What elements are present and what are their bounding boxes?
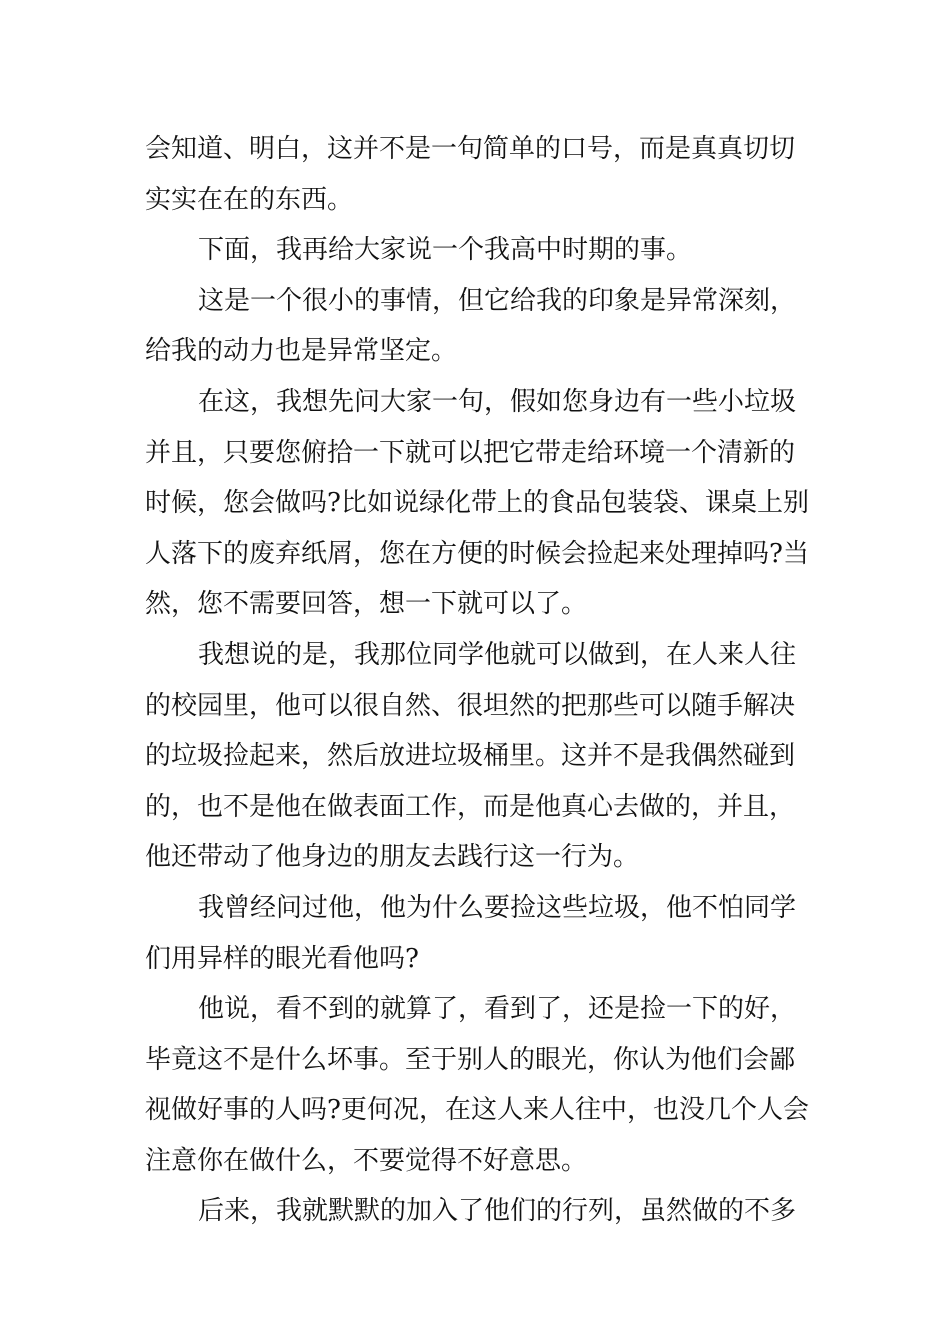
document-body bbox=[145, 124, 809, 1237]
text-line: 的垃圾捡起来，然后放进垃圾桶里。这并不是我偶然碰到 bbox=[145, 741, 796, 772]
text-line: 他还带动了他身边的朋友去践行这一行为。 bbox=[145, 842, 640, 873]
text-line: 人落下的废弃纸屑，您在方便的时候会捡起来处理掉吗?当 bbox=[145, 538, 809, 569]
text-line: 们用异样的眼光看他吗? bbox=[145, 943, 419, 974]
text-line: 后来，我就默默的加入了他们的行列，虽然做的不多 bbox=[198, 1196, 797, 1227]
text-line: 下面，我再给大家说一个我高中时期的事。 bbox=[198, 235, 693, 266]
text-line: 我曾经问过他，他为什么要捡这些垃圾，他不怕同学 bbox=[198, 892, 797, 923]
text-line: 他说，看不到的就算了，看到了，还是捡一下的好， bbox=[198, 994, 797, 1025]
text-line: 我想说的是，我那位同学他就可以做到，在人来人往 bbox=[198, 639, 797, 670]
text-line: 注意你在做什么，不要觉得不好意思。 bbox=[145, 1145, 588, 1176]
text-line: 实实在在的东西。 bbox=[145, 184, 354, 215]
text-line: 并且，只要您俯拾一下就可以把它带走给环境一个清新的 bbox=[145, 437, 796, 468]
text-line: 毕竟这不是什么坏事。至于别人的眼光，你认为他们会鄙 bbox=[145, 1044, 796, 1075]
text-line: 给我的动力也是异常坚定。 bbox=[145, 336, 458, 367]
text-line: 在这，我想先问大家一句，假如您身边有一些小垃圾 bbox=[198, 386, 797, 417]
text-line: 的校园里，他可以很自然、很坦然的把那些可以随手解决 bbox=[145, 690, 796, 721]
text-line: 视做好事的人吗?更何况，在这人来人往中，也没几个人会 bbox=[145, 1095, 809, 1126]
text-line: 会知道、明白，这并不是一句简单的口号，而是真真切切 bbox=[145, 134, 796, 164]
text-line: 然，您不需要回答，想一下就可以了。 bbox=[145, 589, 588, 620]
text-line: 的，也不是他在做表面工作，而是他真心去做的，并且， bbox=[145, 791, 796, 822]
text-line: 时候，您会做吗?比如说绿化带上的食品包装袋、课桌上别 bbox=[145, 488, 809, 519]
text-line: 这是一个很小的事情，但它给我的印象是异常深刻， bbox=[198, 285, 797, 316]
